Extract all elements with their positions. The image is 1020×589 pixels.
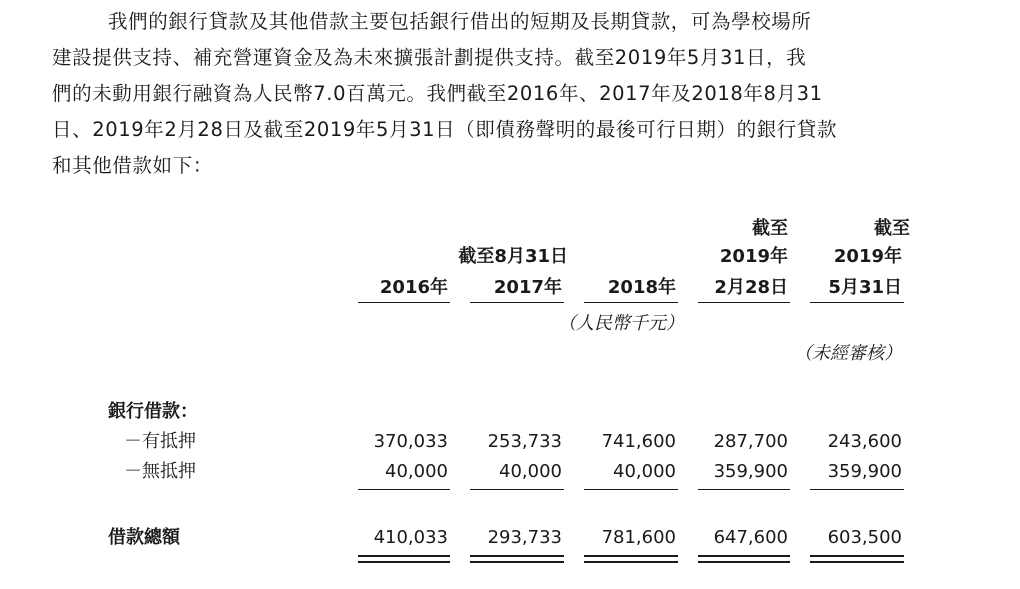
total-double-rule: [584, 555, 678, 557]
column-header-top: 截至: [752, 218, 788, 239]
subtotal-rule: [470, 489, 564, 490]
total-double-rule: [470, 555, 564, 557]
total-double-rule: [358, 555, 450, 557]
unit-note: （人民幣千元）: [558, 313, 684, 334]
total-cell: 603,500: [827, 527, 902, 548]
column-header-2019-may: 5月31日: [828, 277, 902, 298]
table-cell: 359,900: [827, 461, 902, 482]
total-double-rule: [470, 561, 564, 563]
total-cell: 293,733: [487, 527, 562, 548]
row-label-secured: －有抵押: [124, 431, 196, 452]
total-label: 借款總額: [108, 527, 180, 548]
subtotal-rule: [810, 489, 904, 490]
row-label-unsecured: －無抵押: [124, 461, 196, 482]
column-header-2018: 2018年: [607, 277, 676, 298]
table-cell: 359,900: [713, 461, 788, 482]
header-underline: [810, 302, 904, 303]
paragraph-line: 建設提供支持、補充營運資金及為未來擴張計劃提供支持。截至2019年5月31日，我: [52, 46, 807, 69]
subtotal-rule: [584, 489, 678, 490]
unaudited-note: （未經審核）: [794, 343, 902, 364]
total-double-rule: [810, 561, 904, 563]
paragraph-line: 和其他借款如下：: [52, 154, 213, 177]
total-cell: 410,033: [373, 527, 448, 548]
table-cell: 287,700: [713, 431, 788, 452]
column-header-2017: 2017年: [493, 277, 562, 298]
header-underline: [698, 302, 790, 303]
column-header-2019-feb: 2月28日: [714, 277, 788, 298]
table-cell: 40,000: [499, 461, 562, 482]
paragraph-line: 們的未動用銀行融資為人民幣7.0百萬元。我們截至2016年、2017年及2018年8月31: [52, 82, 823, 105]
total-cell: 781,600: [601, 527, 676, 548]
column-header-mid: 2019年: [833, 246, 902, 267]
table-cell: 253,733: [487, 431, 562, 452]
header-underline: [358, 302, 450, 303]
header-underline: [584, 302, 678, 303]
table-cell: 243,600: [827, 431, 902, 452]
total-double-rule: [584, 561, 678, 563]
column-header-2016: 2016年: [379, 277, 448, 298]
total-cell: 647,600: [713, 527, 788, 548]
table-cell: 40,000: [613, 461, 676, 482]
total-double-rule: [698, 561, 790, 563]
table-cell: 370,033: [373, 431, 448, 452]
section-label: 銀行借款：: [108, 401, 198, 422]
total-double-rule: [358, 561, 450, 563]
table-cell: 40,000: [385, 461, 448, 482]
paragraph-line: 我們的銀行貸款及其他借款主要包括銀行借出的短期及長期貸款，可為學校場所: [108, 10, 812, 33]
subtotal-rule: [358, 489, 450, 490]
paragraph-line: 日、2019年2月28日及截至2019年5月31日（即債務聲明的最後可行日期）的銀行貸款: [52, 118, 838, 141]
subtotal-rule: [698, 489, 790, 490]
column-header-group: 截至8月31日: [458, 246, 568, 267]
column-header-top: 截至: [874, 218, 910, 239]
table-cell: 741,600: [601, 431, 676, 452]
total-double-rule: [698, 555, 790, 557]
column-header-mid: 2019年: [719, 246, 788, 267]
total-double-rule: [810, 555, 904, 557]
header-underline: [470, 302, 564, 303]
